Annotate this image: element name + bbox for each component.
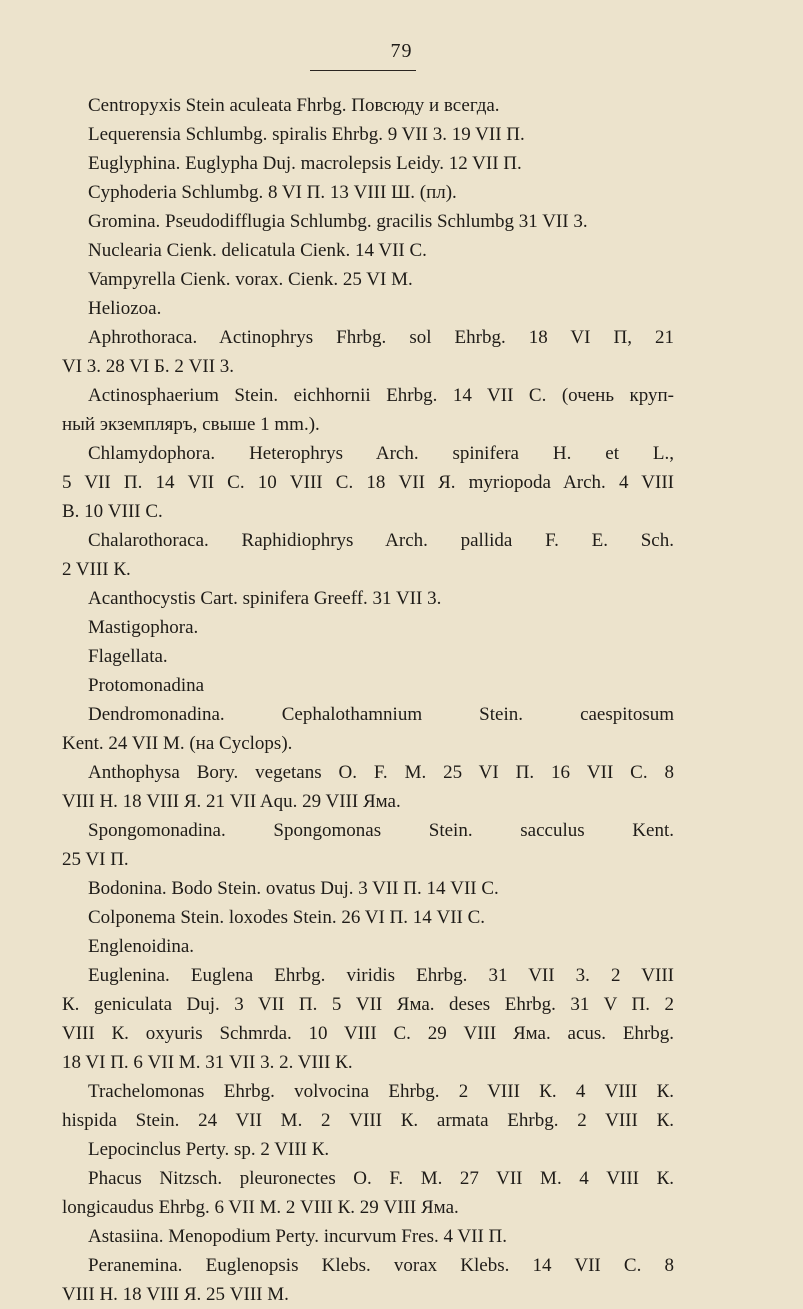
text-line: Mastigophora. — [88, 617, 199, 638]
body-text — [62, 91, 674, 1309]
text-line: Englenoidina. — [88, 936, 195, 957]
text-line: В. 10 VIII С. — [62, 501, 163, 522]
text-line: Grominа. Pseudodifflugia Schlumbg. gracilis Schlumbg 31 VII 3. — [88, 211, 588, 232]
text-line: ный экземпляръ, свыше 1 mm.). — [62, 414, 320, 435]
text-line: 25 VI П. — [62, 849, 129, 870]
text-line: Nuclearia Cienk. delicatula Cienk. 14 VII С. — [88, 240, 427, 261]
text-line: 5 VII П. 14 VII С. 10 VIII С. 18 VII Я. myriopoda Arch. 4 VIII — [62, 472, 674, 493]
text-line: Phacus Nitzsch. pleuronectes O. F. M. 27 VII М. 4 VIII К. — [88, 1168, 674, 1189]
text-line: Trachelomonas Ehrbg. volvocina Ehrbg. 2 VIII К. 4 VIII К. — [88, 1081, 674, 1102]
text-line: 2 VIII К. — [62, 559, 131, 580]
text-line: Peranemina. Euglenopsis Klebs. vorax Klebs. 14 VII С. 8 — [88, 1255, 674, 1276]
text-line: Actinosphaerium Stein. eichhornii Ehrbg. 14 VII С. (очень круп- — [88, 385, 674, 406]
text-line: Protomonadina — [88, 675, 205, 696]
header-rule — [310, 70, 416, 71]
text-line: longicaudus Ehrbg. 6 VII М. 2 VIII К. 29 VIII Яма. — [62, 1197, 459, 1218]
text-line: Kent. 24 VII М. (на Cyclops). — [62, 733, 293, 754]
text-line: Vampyrella Cienk. vorax. Cienk. 25 VI М. — [88, 269, 413, 290]
text-line: Euglyphina. Euglypha Duj. macrolepsis Leidy. 12 VII П. — [88, 153, 522, 174]
text-line: VIII Н. 18 VIII Я. 21 VII Aqu. 29 VIII Яма. — [62, 791, 401, 812]
text-line: Colponema Stein. loxodes Stein. 26 VI П. 14 VII С. — [88, 907, 486, 928]
text-line: Chlamydophora. Heterophrys Arch. spinifera H. et L., — [88, 443, 674, 464]
text-line: Chalarothoraca. Raphidiophrys Arch. pallida F. E. Sch. — [88, 530, 674, 551]
text-line: Bodonina. Bodo Stein. ovatus Duj. 3 VII П. 14 VII С. — [88, 878, 499, 899]
text-line: Heliozoa. — [88, 298, 162, 319]
page-number: 79 — [390, 40, 413, 62]
text-line: Lequerensia Schlumbg. spiralis Ehrbg. 9 VII 3. 19 VII П. — [88, 124, 525, 145]
text-line: Anthophysa Bory. vegetans O. F. M. 25 VI П. 16 VII С. 8 — [88, 762, 674, 783]
text-line: Spongomonadina. Spongomonas Stein. sacculus Kent. — [88, 820, 674, 841]
text-line: VIII Н. 18 VIII Я. 25 VIII М. — [62, 1284, 289, 1305]
text-line: Euglenina. Euglena Ehrbg. viridis Ehrbg. 31 VII 3. 2 VIII — [88, 965, 674, 986]
text-line: Cyphoderia Schlumbg. 8 VI П. 13 VIII Ш. (пл). — [88, 182, 457, 203]
text-line: Lepocinclus Perty. sp. 2 VIII К. — [88, 1139, 330, 1160]
text-line: 18 VI П. 6 VII М. 31 VII 3. 2. VIII К. — [62, 1052, 353, 1073]
text-line: Flagellata. — [88, 646, 168, 667]
text-line: Astasiina. Menopodium Perty. incurvum Fres. 4 VII П. — [88, 1226, 508, 1247]
text-line: VIII К. oxyuris Schmrda. 10 VIII С. 29 VIII Яма. acus. Ehrbg. — [62, 1023, 674, 1044]
text-line: hispida Stein. 24 VII М. 2 VIII К. armata Ehrbg. 2 VIII К. — [62, 1110, 674, 1131]
text-line: Dendromonadina. Cephalothamnium Stein. caespitosum — [88, 704, 674, 725]
text-line: Acanthocystis Cart. spinifera Greeff. 31 VII 3. — [88, 588, 442, 609]
text-line: Aphrothoraca. Actinophrys Fhrbg. sol Ehrbg. 18 VI П, 21 — [88, 327, 674, 348]
text-line: VI 3. 28 VI Б. 2 VII 3. — [62, 356, 235, 377]
text-line: Centropyxis Stein aculeata Fhrbg. Повсюду и всегда. — [88, 95, 500, 116]
text-line: К. geniculata Duj. 3 VII П. 5 VII Яма. deses Ehrbg. 31 V П. 2 — [62, 994, 674, 1015]
